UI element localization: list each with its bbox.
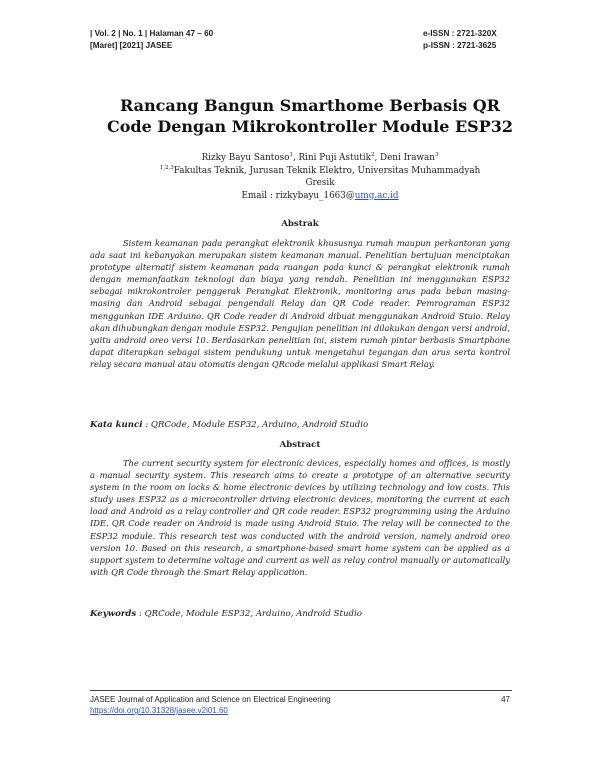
author-email: Email : rizkybayu_1663@umg.ac.id: [241, 190, 399, 201]
journal-header-left: [90, 28, 213, 52]
title-line-2: Code Dengan Mikrokontroller Module ESP32: [106, 117, 514, 136]
keywords: Keywords : QRCode, Module ESP32, Arduino, Android Studio: [90, 609, 362, 619]
pissn: p-ISSN : 2721-3625: [423, 41, 497, 50]
page-number: 47: [501, 695, 510, 704]
abstract-heading: Abstract: [279, 440, 321, 450]
doi-link[interactable]: https://doi.org/10.31328/jasee.v2i01.60: [90, 706, 228, 715]
date-line: [Maret] [2021] JASEE: [90, 41, 173, 50]
footer-journal: JASEE Journal of Application and Science on Electrical Engineering: [90, 695, 331, 704]
abstract-body: The current security system for electronic devices, especially homes and offices, is mostly a manual security system. This research aims to create a prototype of an alternative security system in the room on locks & home electronic devices by utilizing technology and low costs. This study uses ESP32 as a microcontroller driving electronic devices, monitoring the current at each load and Android as a relay controller and QR code reader. ESP32 programming using the Arduino IDE. QR Code reader on Android is made using Android Stuio. The relay will be connected to the ESP32 module. This research test was conducted with the android version, namely android oreo version 10. Based on this research, a smartphone-based smart home system can be applied as a support system to determine voltage and current as well as relay control manually or automatically with QR Code through the Smart Relay application.: [90, 458, 510, 577]
kata-kunci: Kata kunci : QRCode, Module ESP32, Arduino, Android Studio: [90, 420, 369, 430]
email-link[interactable]: umg.ac.id: [354, 190, 399, 201]
affiliation: $^{1,2,3}$Fakultas Teknik, Jurusan Teknik Elektro, Universitas Muhammadyah: [159, 164, 481, 176]
abstrak-heading: Abstrak: [281, 219, 319, 229]
author-block: [120, 152, 520, 202]
author-names: Rizky Bayu Santoso$^1$, Rini Puji Astutik$^2$, Deni Irawan$^3$: [201, 152, 439, 163]
footer-divider: [90, 690, 512, 691]
title-line-1: Rancang Bangun Smarthome Berbasis QR: [120, 96, 500, 115]
eissn: e-ISSN : 2721-320X: [423, 29, 497, 38]
page-footer: [90, 694, 510, 716]
abstrak-body: Sistem keamanan pada perangkat elektronik khususnya rumah maupun perkantoran yang ada saat ini kebanyakan merupakan sistem keamanan manual. Penelitian bertujuan menciptakan prototype alternatif sistem keamanan pada ruangan pada kunci & perangkat elektronik rumah dengan memanfaatkan teknologi dan biaya yang rendah. Penelitian ini menggunakan ESP32 sebagai mikrokontroler penggerak Perangkat Elektronik, monitoring arus pada beban masing-masing dan Android sebagai pengendali Relay dan QR Code reader. Pemrograman ESP32 menggunkan IDE Arduino. QR Code reader di Android dibuat menggunakan Android Stuio. Relay akan dihubungkan dengan module ESP32. Pengujian penelitian ini dilakukan dengan versi android, yaitu android oreo versi 10. Berdasarkan penelitian ini, sistem rumah pintar berbasis Smartphone dapat diterapkan sebagai sistem pendukung untuk mengetahui tegangan dan arus serta kontrol relay secara manual atau otomatis dengan QRcode melalui applikasi Smart Relay.: [90, 238, 510, 369]
paper-title: [90, 95, 530, 137]
volume-line: | Vol. 2 | No. 1 | Halaman 47 – 60: [90, 29, 214, 38]
affiliation-city: Gresik: [305, 178, 335, 188]
journal-header-right: [423, 28, 497, 52]
